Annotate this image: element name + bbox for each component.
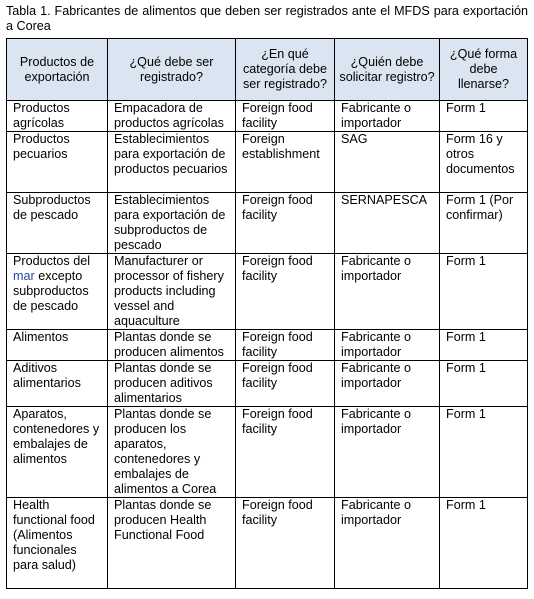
header-row — [7, 39, 528, 101]
cell-category: Foreign food facility — [236, 193, 335, 254]
cell-form: Form 1 — [440, 330, 528, 361]
cell-form: Form 1 — [440, 361, 528, 407]
table-row — [7, 101, 528, 132]
cell-who: Fabricante o importador — [335, 254, 440, 330]
cell-form: Form 1 — [440, 498, 528, 589]
cell-category: Foreign food facility — [236, 254, 335, 330]
table-row — [7, 330, 528, 361]
table-row — [7, 193, 528, 254]
table-row — [7, 498, 528, 589]
cell-product: Alimentos — [7, 330, 108, 361]
cell-product — [7, 254, 108, 330]
cell-category: Foreign food facility — [236, 498, 335, 589]
cell-who: Fabricante o importador — [335, 407, 440, 498]
registration-table — [6, 38, 528, 589]
header-who: ¿Quién debe solicitar registro? — [335, 39, 440, 101]
cell-category: Foreign food facility — [236, 361, 335, 407]
cell-product: Productos agrícolas — [7, 101, 108, 132]
table-row — [7, 254, 528, 330]
cell-form: Form 16 y otros documentos — [440, 132, 528, 193]
product-text: excepto subproductos de pescado — [13, 269, 89, 313]
table-row — [7, 132, 528, 193]
cell-who: Fabricante o importador — [335, 361, 440, 407]
table-row — [7, 361, 528, 407]
header-form: ¿Qué forma debe llenarse? — [440, 39, 528, 101]
cell-product: Productos pecuarios — [7, 132, 108, 193]
table-row — [7, 407, 528, 498]
cell-category: Foreign establishment — [236, 132, 335, 193]
cell-what: Establecimientos para exportación de productos pecuarios — [108, 132, 236, 193]
product-text: Productos del — [13, 254, 91, 268]
cell-category: Foreign food facility — [236, 330, 335, 361]
cell-what: Establecimientos para exportación de subproductos de pescado — [108, 193, 236, 254]
cell-who: SAG — [335, 132, 440, 193]
cell-what: Plantas donde se producen alimentos — [108, 330, 236, 361]
cell-form: Form 1 (Por confirmar) — [440, 193, 528, 254]
cell-product: Aditivos alimentarios — [7, 361, 108, 407]
cell-category: Foreign food facility — [236, 101, 335, 132]
cell-product: Health functional food (Alimentos funcionales para salud) — [7, 498, 108, 589]
cell-form: Form 1 — [440, 407, 528, 498]
cell-what: Empacadora de productos agrícolas — [108, 101, 236, 132]
mar-link[interactable]: mar — [13, 269, 35, 283]
header-category: ¿En qué categoría debe ser registrado? — [236, 39, 335, 101]
cell-product: Aparatos, contenedores y embalajes de alimentos — [7, 407, 108, 498]
cell-category: Foreign food facility — [236, 407, 335, 498]
cell-who: SERNAPESCA — [335, 193, 440, 254]
cell-what: Plantas donde se producen Health Functional Food — [108, 498, 236, 589]
cell-what: Plantas donde se producen aditivos alimentarios — [108, 361, 236, 407]
table-caption: Tabla 1. Fabricantes de alimentos que deben ser registrados ante el MFDS para exportación a Corea — [6, 4, 528, 33]
header-product: Productos de exportación — [7, 39, 108, 101]
cell-product: Subproductos de pescado — [7, 193, 108, 254]
header-what: ¿Qué debe ser registrado? — [108, 39, 236, 101]
cell-who: Fabricante o importador — [335, 101, 440, 132]
cell-what: Plantas donde se producen los aparatos, contenedores y embalajes de alimentos a Corea — [108, 407, 236, 498]
cell-what: Manufacturer or processor of fishery products including vessel and aquaculture — [108, 254, 236, 330]
cell-who: Fabricante o importador — [335, 330, 440, 361]
cell-who: Fabricante o importador — [335, 498, 440, 589]
cell-form: Form 1 — [440, 254, 528, 330]
cell-form: Form 1 — [440, 101, 528, 132]
